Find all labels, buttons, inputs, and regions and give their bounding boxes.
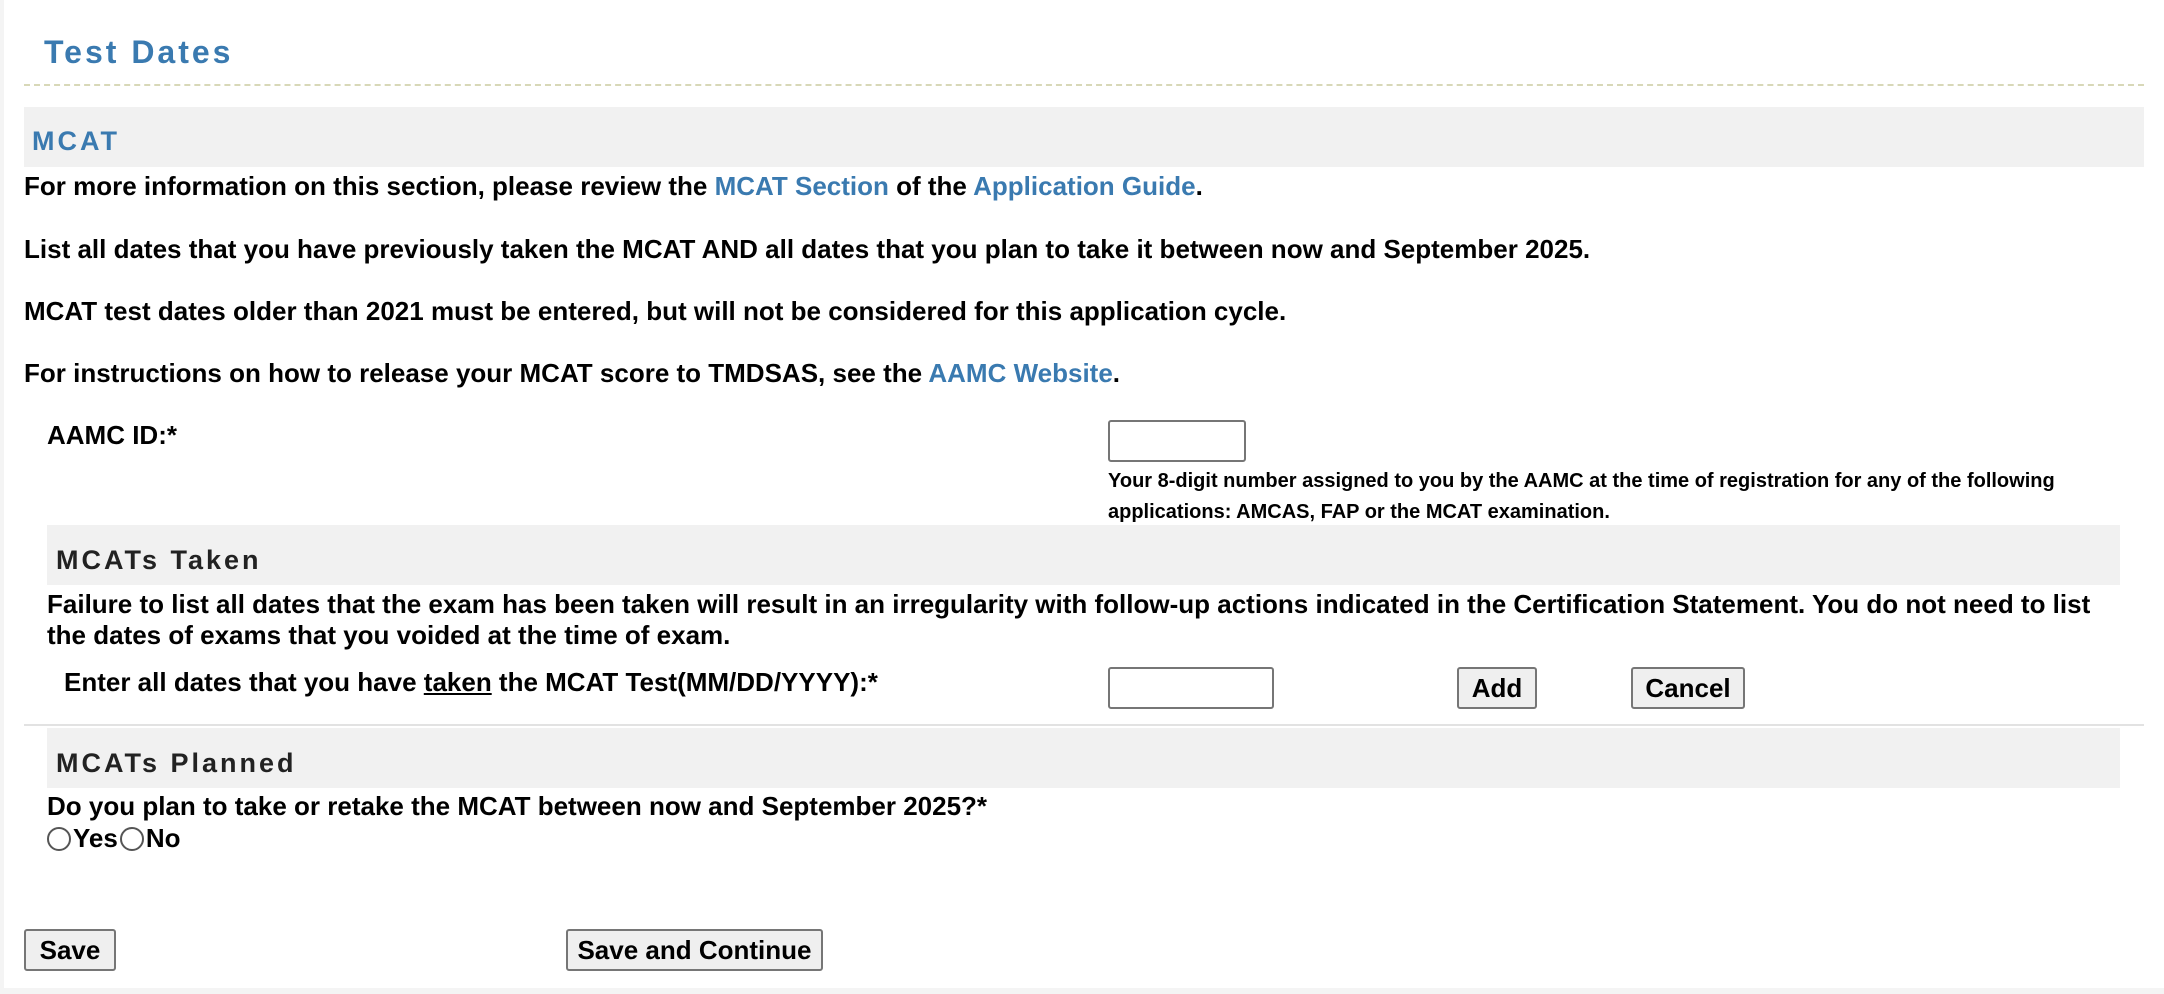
older-dates-text: MCAT test dates older than 2021 must be entered, but will not be considered for this application cycle. bbox=[24, 296, 1287, 326]
save-and-continue-button[interactable]: Save and Continue bbox=[566, 929, 823, 971]
taken-date-label bbox=[64, 667, 878, 698]
release-prefix: For instructions on how to release your MCAT score to TMDSAS, see the bbox=[24, 358, 929, 388]
radio-yes-label: Yes bbox=[73, 823, 118, 853]
radio-option-yes[interactable] bbox=[47, 823, 118, 854]
radio-no-label: No bbox=[145, 823, 181, 853]
planned-question: Do you plan to take or retake the MCAT between now and September 2025?* bbox=[47, 791, 988, 821]
aamc-id-help-text: Your 8-digit number assigned to you by the AAMC at the time of registration for any of the following applications: AMCAS, FAP or the MCAT examination. bbox=[1108, 470, 2055, 523]
release-suffix: . bbox=[1112, 358, 1121, 388]
planned-radio-group bbox=[47, 823, 183, 854]
mcat-section-header bbox=[24, 107, 2144, 167]
aamc-id-label: AAMC ID:* bbox=[47, 420, 177, 450]
radio-option-no[interactable] bbox=[120, 823, 181, 854]
save-button[interactable]: Save bbox=[24, 929, 116, 971]
mcats-planned-header bbox=[47, 728, 2120, 788]
release-score-text bbox=[24, 358, 1120, 389]
title-divider bbox=[24, 84, 2144, 86]
page-title: Test Dates bbox=[44, 34, 234, 70]
radio-yes[interactable] bbox=[47, 827, 71, 851]
section-divider bbox=[24, 724, 2144, 726]
mcat-section-title: MCAT bbox=[32, 126, 120, 156]
mcat-intro-middle: of the bbox=[888, 171, 974, 201]
list-dates-text: List all dates that you have previously taken the MCAT AND all dates that you plan to take it between now and September 2025. bbox=[24, 234, 1591, 264]
cancel-date-button[interactable]: Cancel bbox=[1631, 667, 1745, 709]
taken-date-label-suffix: the MCAT Test(MM/DD/YYYY):* bbox=[491, 667, 878, 697]
mcat-intro-prefix: For more information on this section, please review the bbox=[24, 171, 715, 201]
application-guide-link[interactable]: Application Guide bbox=[973, 171, 1196, 201]
taken-date-label-prefix: Enter all dates that you have bbox=[64, 667, 424, 697]
mcats-taken-title: MCATs Taken bbox=[56, 545, 262, 575]
aamc-id-input[interactable] bbox=[1108, 420, 1246, 462]
application-page bbox=[4, 0, 2164, 988]
add-date-button[interactable]: Add bbox=[1457, 667, 1537, 709]
mcats-taken-warning: Failure to list all dates that the exam has been taken will result in an irregularity with follow-up actions indicated in the Certification Statement. You do not need to list the dates of exams that you voided at the time of exam. bbox=[47, 589, 2091, 650]
mcat-intro-text bbox=[24, 171, 1203, 202]
mcats-taken-header bbox=[47, 525, 2120, 585]
mcats-planned-title: MCATs Planned bbox=[56, 748, 297, 778]
taken-date-input[interactable] bbox=[1108, 667, 1274, 709]
mcat-section-link[interactable]: MCAT Section bbox=[714, 171, 889, 201]
radio-no[interactable] bbox=[120, 827, 144, 851]
mcat-intro-suffix: . bbox=[1195, 171, 1203, 201]
taken-date-label-underlined: taken bbox=[423, 667, 492, 697]
aamc-website-link[interactable]: AAMC Website bbox=[928, 358, 1113, 388]
